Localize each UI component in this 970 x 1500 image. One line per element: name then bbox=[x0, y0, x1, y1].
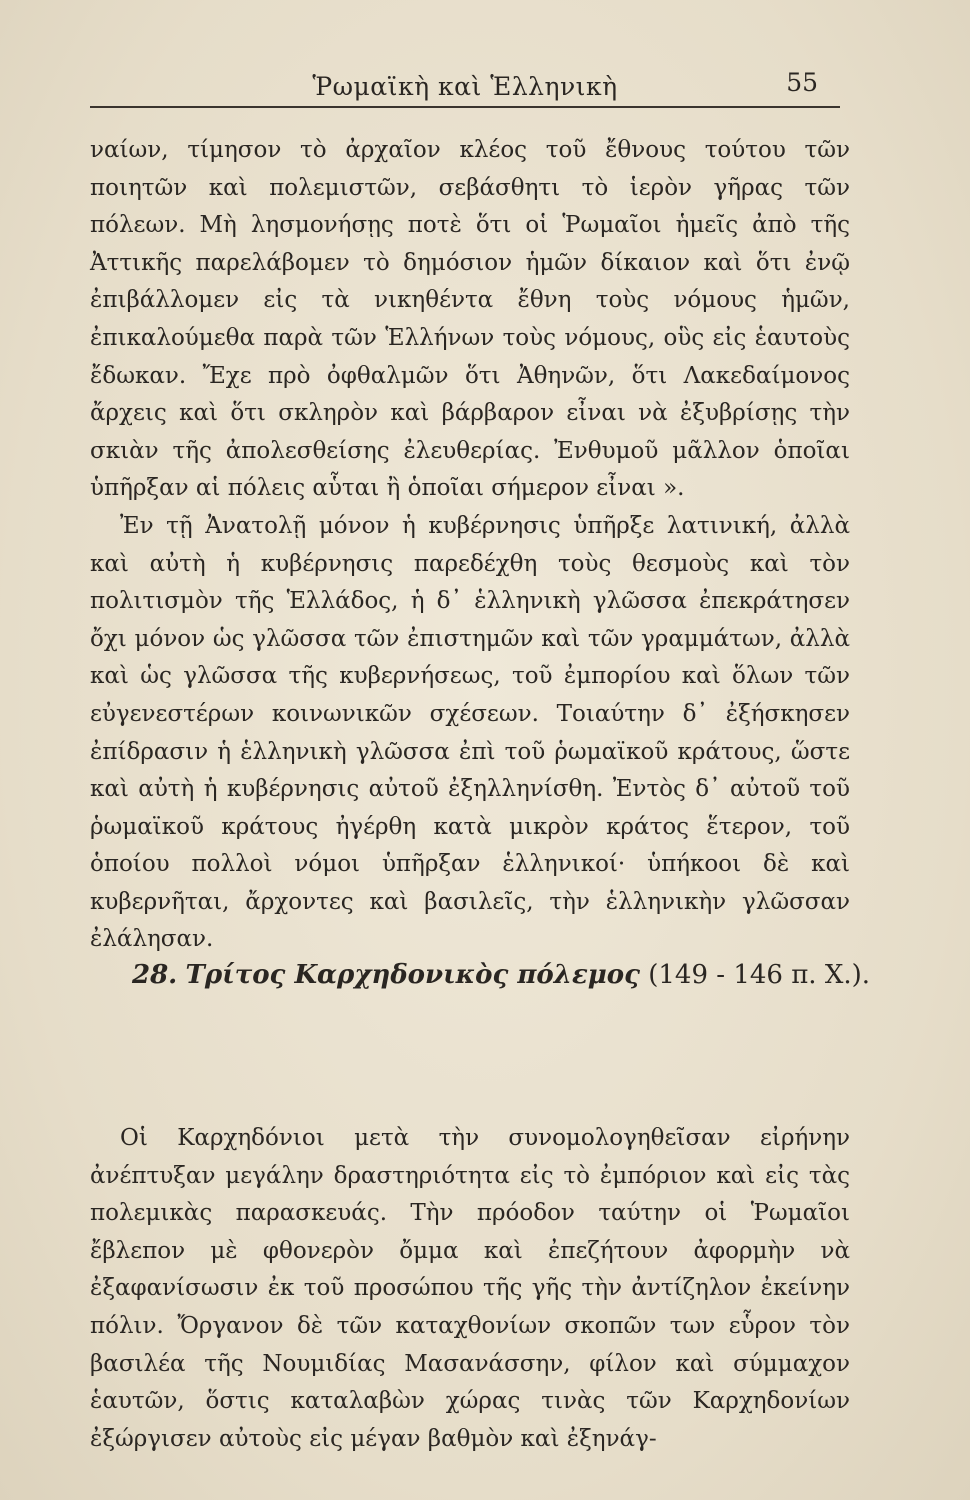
page-header bbox=[90, 60, 840, 108]
section-number: 28. bbox=[132, 960, 178, 990]
page-number: 55 bbox=[786, 68, 818, 97]
body-text-bottom bbox=[90, 1120, 850, 1458]
paragraph-continuation: ναίων, τίμησον τὸ ἀρχαῖον κλέος τοῦ ἔθνους τούτου τῶν ποιητῶν καὶ πολεμιστῶν, σεβάσθητι τὸ ἱερὸν γῆρας τῶν πόλεων. Μὴ λησμονήσῃς ποτὲ ὅτι οἱ Ῥωμαῖοι ἡμεῖς ἀπὸ τῆς Ἀττικῆς παρελάβομεν τὸ δημόσιον ἡμῶν δίκαιον καὶ ὅτι ἐνῷ ἐπιβάλλομεν εἰς τὰ νικηθέντα ἔθνη τοὺς νόμους ἡμῶν, ἐπικαλούμεθα παρὰ τῶν Ἑλλήνων τοὺς νόμους, οὓς εἰς ἑαυτοὺς ἔδωκαν. Ἔχε πρὸ ὀφθαλμῶν ὅτι Ἀθηνῶν, ὅτι Λακεδαίμονος ἄρχεις καὶ ὅτι σκληρὸν καὶ βάρβαρον εἶναι νὰ ἐξυβρίσῃς τὴν σκιὰν τῆς ἀπολεσθείσης ἐλευθερίας. Ἐνθυμοῦ μᾶλλον ὁποῖαι ὑπῆρξαν αἱ πόλεις αὗται ἢ ὁποῖαι σήμερον εἶναι ». bbox=[90, 137, 850, 502]
section-title: Τρίτος Καρχηδονικὸς πόλεμος bbox=[185, 960, 640, 990]
running-title: Ῥωμαϊκὴ καὶ Ἑλληνικὴ bbox=[312, 72, 618, 101]
paragraph: Ἐν τῇ Ἀνατολῇ μόνον ἡ κυβέρνησις ὑπῆρξε λατινική, ἀλλὰ καὶ αὐτὴ ἡ κυβέρνησις παρεδέχθη τοὺς θεσμοὺς καὶ τὸν πολιτισμὸν τῆς Ἑλλάδος, ἡ δ᾽ ἑλληνικὴ γλῶσσα ἐπεκράτησεν ὄχι μόνον ὡς γλῶσσα τῶν ἐπιστημῶν καὶ τῶν γραμμάτων, ἀλλὰ καὶ ὡς γλῶσσα τῆς κυβερνήσεως, τοῦ ἐμπορίου καὶ ὅλων τῶν εὐγενεστέρων κοινωνικῶν σχέσεων. Τοιαύτην δ᾽ ἐξήσκησεν ἐπίδρασιν ἡ ἑλληνικὴ γλῶσσα ἐπὶ τοῦ ῥωμαϊκοῦ κράτους, ὥστε καὶ αὐτὴ ἡ κυβέρνησις αὐτοῦ ἐξηλληνίσθη. Ἐντὸς δ᾽ αὐτοῦ τοῦ ῥωμαϊκοῦ κράτους ἠγέρθη κατὰ μικρὸν κράτος ἕτερον, τοῦ ὁποίου πολλοὶ νόμοι ὑπῆρξαν ἑλληνικοί· ὑπήκοοι δὲ καὶ κυβερνῆται, ἄρχοντες καὶ βασιλεῖς, τὴν ἑλληνικὴν γλῶσσαν ἐλάλησαν. bbox=[90, 512, 850, 953]
paragraph: Οἱ Καρχηδόνιοι μετὰ τὴν συνομολογηθεῖσαν εἰρήνην ἀνέπτυξαν μεγάλην δραστηριότητα εἰς τὸ ἐμπόριον καὶ εἰς τὰς πολεμικὰς παρασκευάς. Τὴν πρόοδον ταύτην οἱ Ῥωμαῖοι ἔβλεπον μὲ φθονερὸν ὄμμα καὶ ἐπεζήτουν ἀφορμὴν νὰ ἐξαφανίσωσιν ἐκ τοῦ προσώπου τῆς γῆς τὴν ἀντίζηλον ἐκείνην πόλιν. Ὄργανον δὲ τῶν καταχθονίων σκοπῶν των εὗρον τὸν βασιλέα τῆς Νουμιδίας Μασανάσσην, φίλον καὶ σύμμαχον ἑαυτῶν, ὅστις καταλαβὼν χώρας τινὰς τῶν Καρχηδονίων ἐξώργισεν αὐτοὺς εἰς μέγαν βαθμὸν καὶ ἐξηνάγ- bbox=[90, 1125, 850, 1452]
section-heading bbox=[132, 960, 871, 990]
body-text-top bbox=[90, 132, 850, 959]
section-dates: (149 - 146 π. Χ.). bbox=[648, 960, 871, 990]
